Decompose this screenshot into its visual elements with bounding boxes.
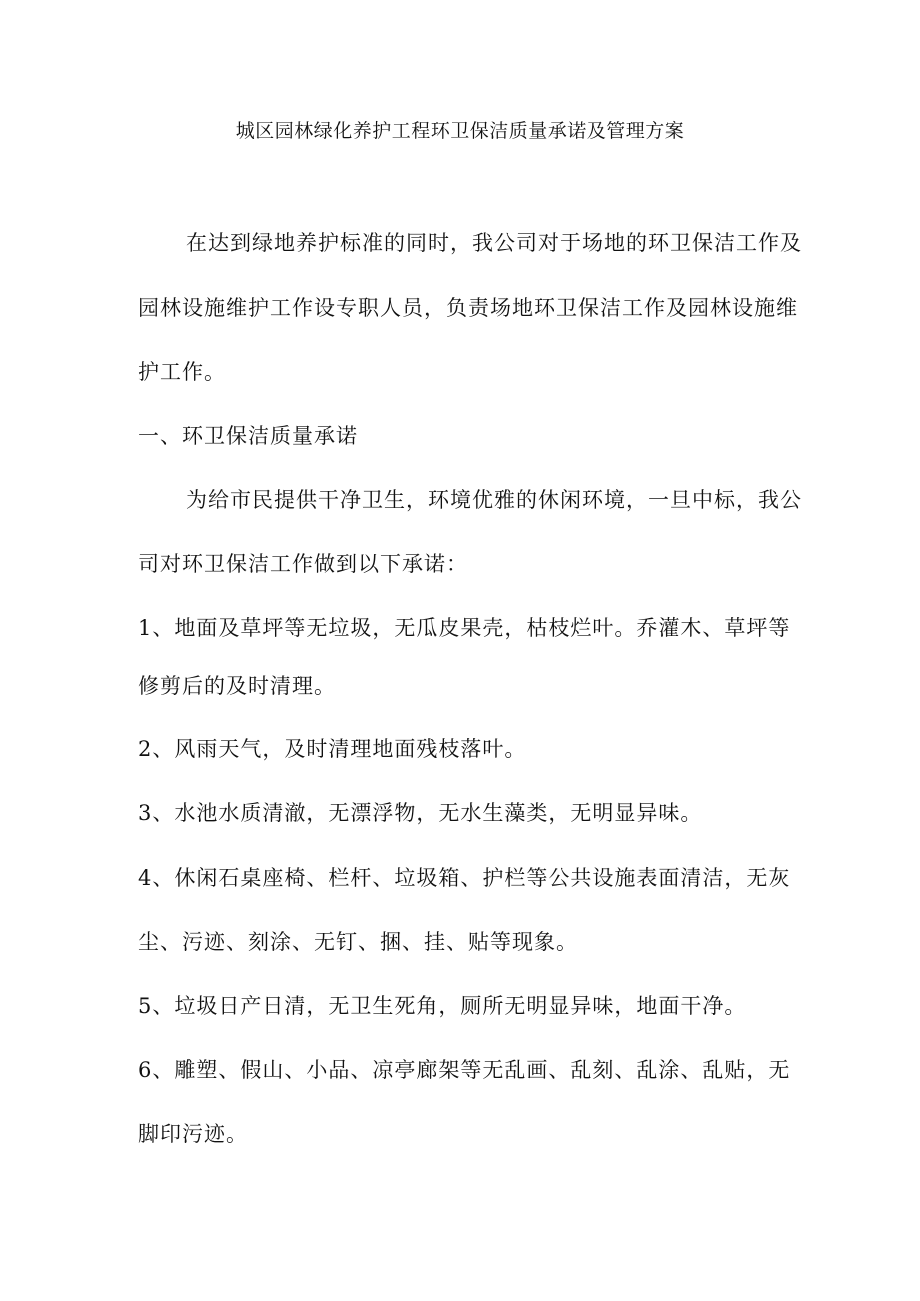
item-4-line-2: 尘、污迹、刻涂、无钉、捆、挂、贴等现象。 — [138, 930, 578, 954]
item-6-line-2: 脚印污迹。 — [138, 1122, 248, 1146]
item-1-line-2: 修剪后的及时清理。 — [138, 674, 336, 698]
item-6-line-1: 6、雕塑、假山、小品、凉亭廊架等无乱画、乱刻、乱涂、乱贴，无 — [138, 1058, 791, 1082]
item-3: 3、水池水质清澈，无漂浮物，无水生藻类，无明显异味。 — [138, 801, 703, 825]
item-2: 2、风雨天气，及时清理地面残枝落叶。 — [138, 737, 527, 761]
intro-line-2: 园林设施维护工作设专职人员，负责场地环卫保洁工作及园林设施维 — [138, 296, 798, 320]
section-intro-line-1: 为给市民提供干净卫生，环境优雅的休闲环境，一旦中标，我公 — [186, 488, 802, 512]
item-5: 5、垃圾日产日清，无卫生死角，厕所无明显异味，地面干净。 — [138, 994, 747, 1018]
document-title: 城区园林绿化养护工程环卫保洁质量承诺及管理方案 — [235, 120, 685, 142]
intro-line-1: 在达到绿地养护标准的同时，我公司对于场地的环卫保洁工作及 — [186, 231, 802, 255]
intro-line-3: 护工作。 — [138, 360, 226, 384]
item-4-line-1: 4、休闲石桌座椅、栏杆、垃圾箱、护栏等公共设施表面清洁，无灰 — [138, 866, 791, 890]
section-intro-line-2: 司对环卫保洁工作做到以下承诺： — [138, 552, 468, 576]
section-heading: 一、环卫保洁质量承诺 — [138, 424, 358, 448]
item-1-line-1: 1、地面及草坪等无垃圾，无瓜皮果壳，枯枝烂叶。乔灌木、草坪等 — [138, 616, 791, 640]
